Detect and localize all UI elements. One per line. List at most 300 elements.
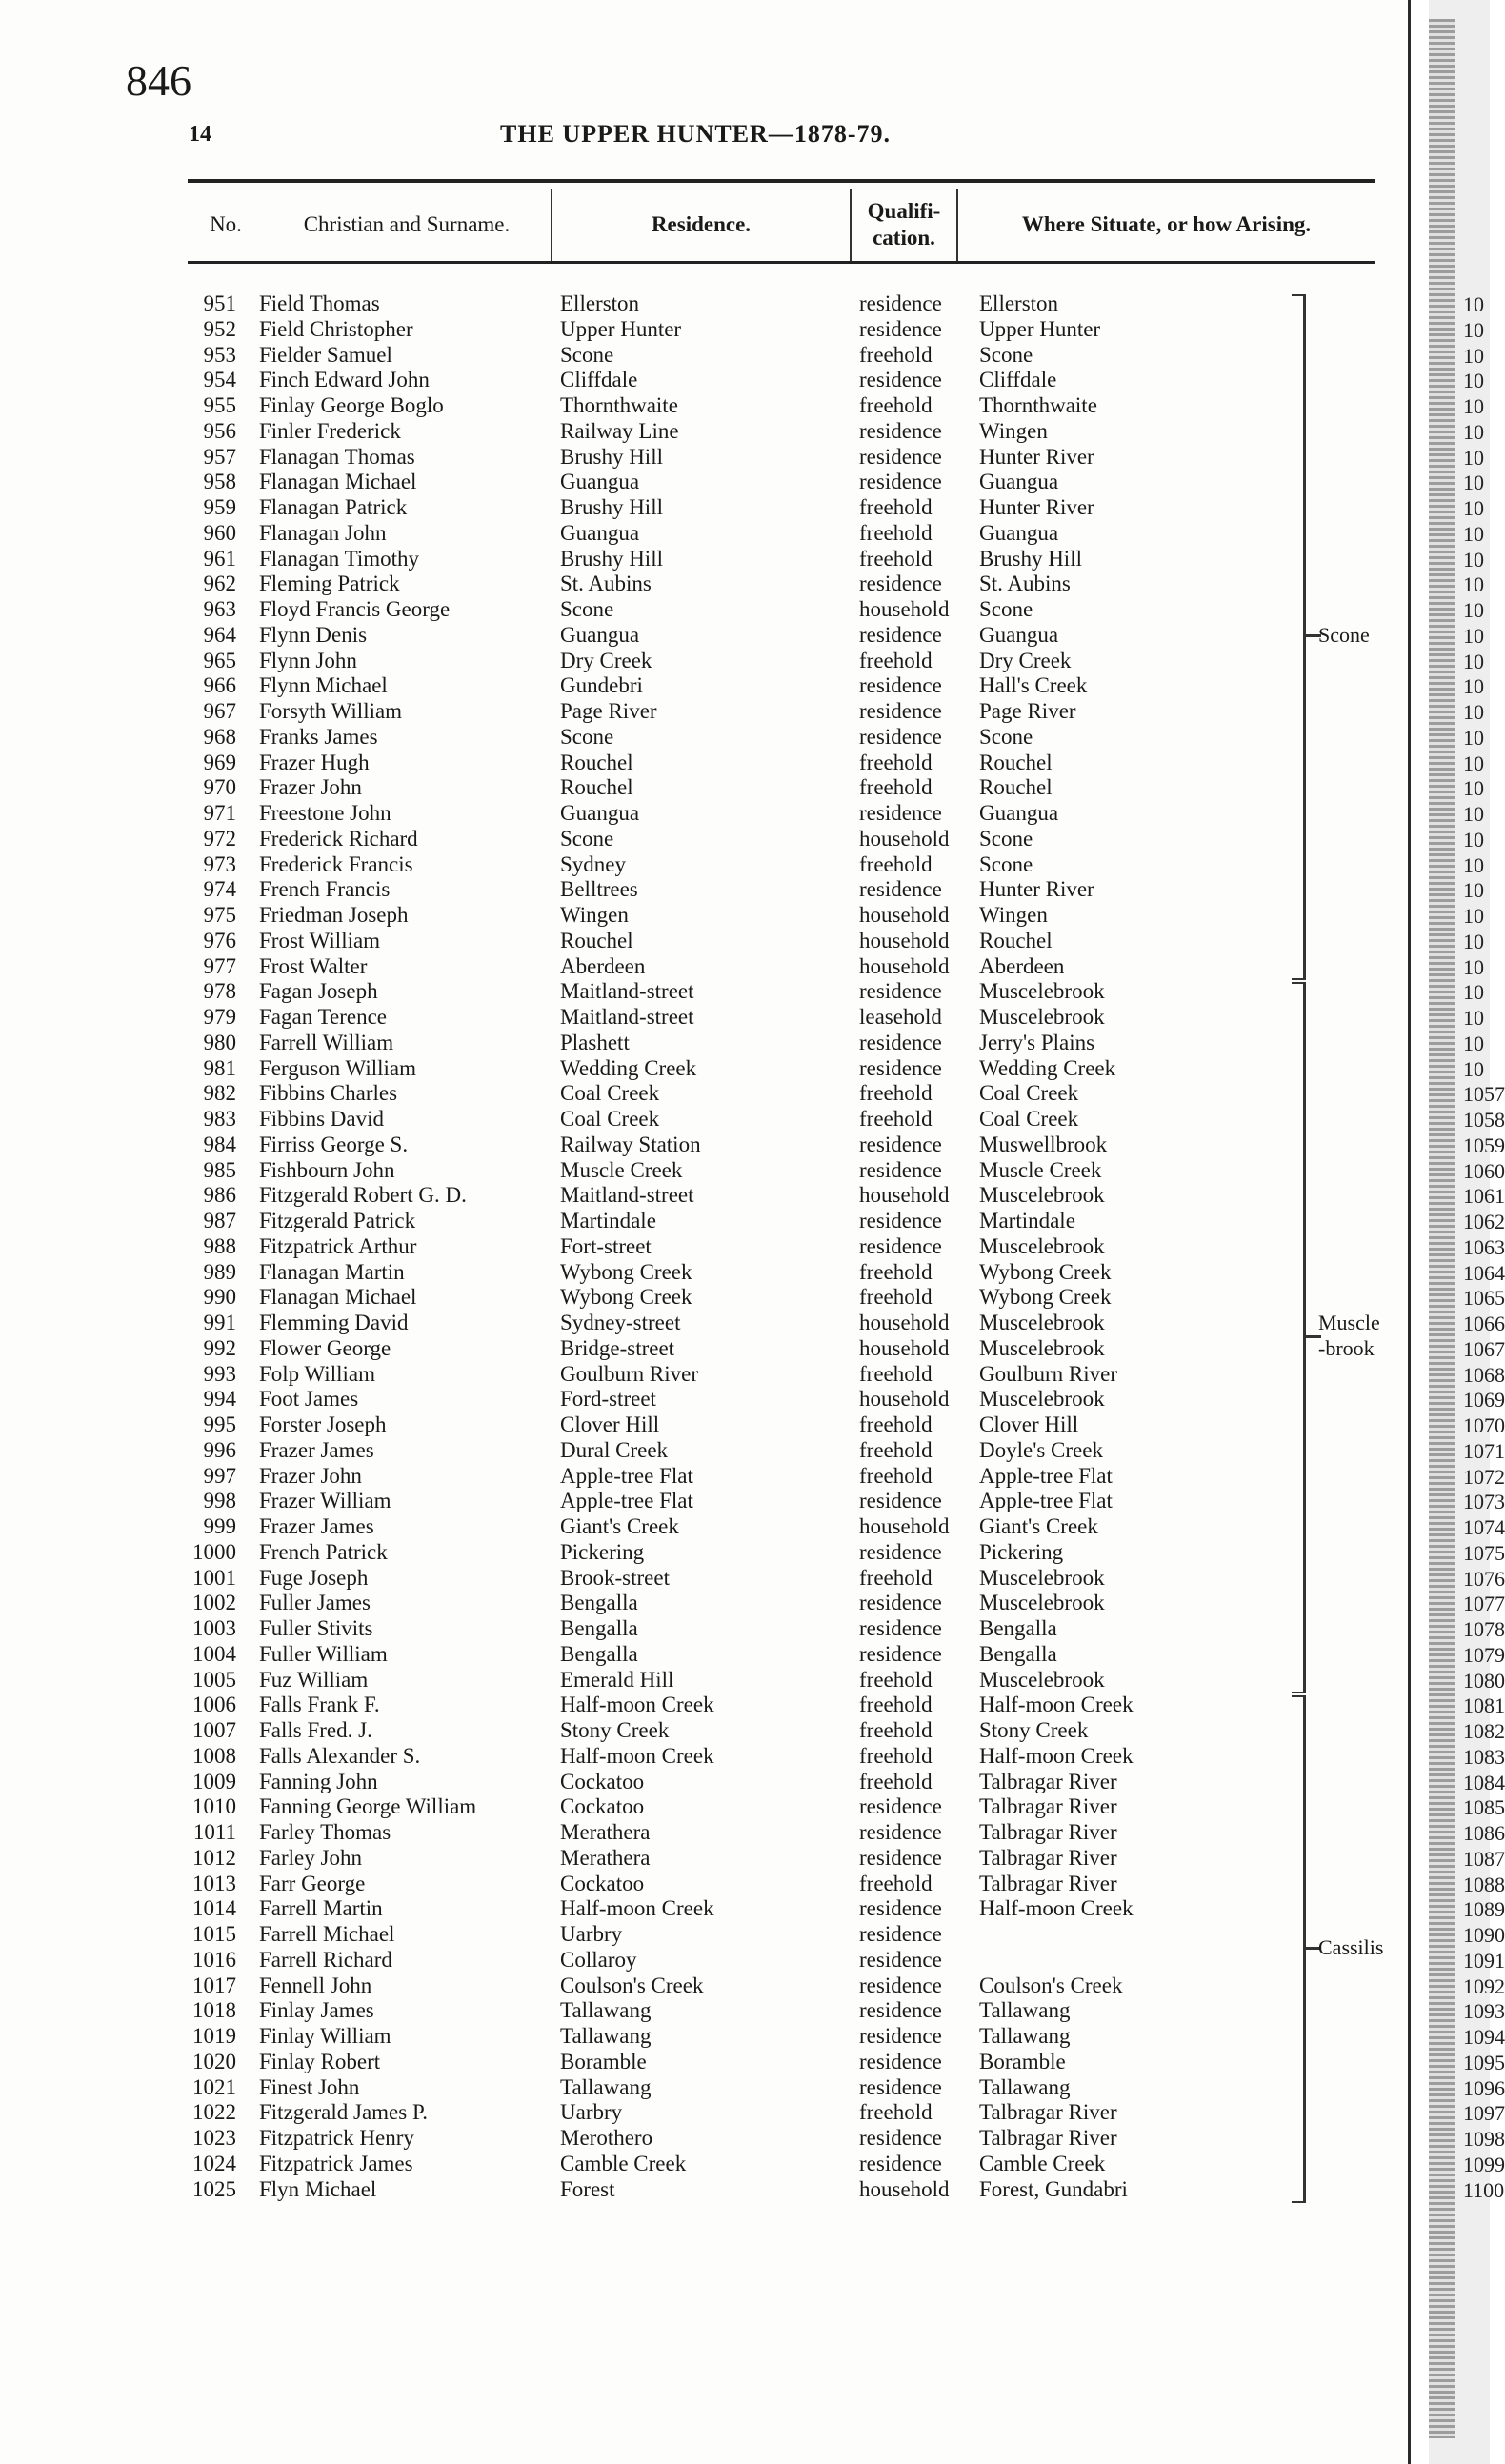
elector-residence: Wybong Creek <box>560 1259 692 1284</box>
table-row <box>0 1819 1408 1845</box>
elector-residence: Sydney-street <box>560 1311 681 1334</box>
elector-where-situate: Stony Creek <box>979 1718 1089 1742</box>
elector-qualification: residence <box>859 1030 942 1054</box>
elector-qualification: residence <box>859 1973 942 1997</box>
elector-name: Ferguson William <box>259 1055 416 1080</box>
column-header-where: Where Situate, or how Arising. <box>1021 212 1312 236</box>
table-row <box>0 1437 1408 1463</box>
elector-residence: Belltrees <box>560 877 638 902</box>
elector-residence: Maitland-street <box>560 979 694 1004</box>
elector-qualification: residence <box>859 1998 942 2023</box>
elector-number: 983 <box>203 1107 236 1131</box>
elector-number: 971 <box>203 801 236 825</box>
adjacent-page-number: 10 <box>1463 572 1484 597</box>
adjacent-page-number: 1084 <box>1463 1770 1505 1794</box>
elector-where-situate: Muscelebrook <box>979 1591 1105 1615</box>
table-row <box>0 1386 1408 1412</box>
elector-qualification: residence <box>859 2024 942 2048</box>
elector-where-situate: Martindale <box>979 1209 1075 1232</box>
adjacent-page-number: 1072 <box>1463 1464 1505 1489</box>
elector-number: 964 <box>203 622 236 647</box>
elector-where-situate: Wingen <box>979 418 1048 443</box>
elector-where-situate: Apple-tree Flat <box>979 1489 1113 1513</box>
adjacent-page-number: 1100 <box>1463 2177 1505 2202</box>
elector-qualification: residence <box>859 2151 942 2175</box>
elector-qualification: residence <box>859 1616 942 1640</box>
table-row <box>0 1845 1408 1871</box>
table-row <box>0 1793 1408 1819</box>
elector-number: 991 <box>203 1311 236 1334</box>
table-row <box>0 1055 1408 1081</box>
elector-residence: Fort-street <box>560 1233 652 1258</box>
elector-name: Frazer William <box>259 1489 391 1513</box>
adjacent-page-number: 1075 <box>1463 1540 1505 1565</box>
table-row <box>0 1513 1408 1539</box>
table-row <box>0 1080 1408 1106</box>
elector-name: Fitzgerald James P. <box>259 2100 428 2125</box>
elector-residence: Scone <box>560 724 614 749</box>
adjacent-page-number: 1092 <box>1463 1973 1505 1998</box>
elector-where-situate: Half-moon Creek <box>979 1693 1134 1717</box>
adjacent-page-number: 10 <box>1463 521 1484 546</box>
adjacent-page-number: 10 <box>1463 776 1484 801</box>
elector-residence: Pickering <box>560 1539 645 1564</box>
adjacent-page-number: 10 <box>1463 980 1484 1005</box>
elector-where-situate: Half-moon Creek <box>979 1743 1134 1768</box>
elector-number: 1004 <box>192 1641 236 1666</box>
elector-number: 995 <box>203 1412 236 1436</box>
adjacent-page-number: 1091 <box>1463 1948 1505 1973</box>
adjacent-page-number: 10 <box>1463 547 1484 571</box>
elector-number: 969 <box>203 750 236 774</box>
adjacent-page-number: 1068 <box>1463 1362 1505 1387</box>
table-row <box>0 1233 1408 1259</box>
elector-name: Fuller Stivits <box>259 1616 373 1640</box>
elector-where-situate: Coal Creek <box>979 1107 1079 1131</box>
elector-name: Flanagan Patrick <box>259 495 408 519</box>
table-row <box>0 1488 1408 1513</box>
elector-residence: Wingen <box>560 903 629 927</box>
elector-number: 952 <box>203 316 236 341</box>
elector-number: 1006 <box>192 1693 236 1717</box>
elector-residence: Upper Hunter <box>560 316 682 341</box>
adjacent-page-number: 1063 <box>1463 1234 1505 1259</box>
elector-number: 962 <box>203 571 236 596</box>
adjacent-page-number: 1097 <box>1463 2101 1505 2126</box>
elector-where-situate: Wybong Creek <box>979 1285 1112 1310</box>
elector-qualification: residence <box>859 1055 942 1080</box>
table-row <box>0 2023 1408 2049</box>
elector-name: Frederick Richard <box>259 826 418 851</box>
elector-residence: Tallawang <box>560 1998 652 2023</box>
elector-number: 1016 <box>192 1947 236 1972</box>
elector-where-situate: Muscelebrook <box>979 1667 1105 1692</box>
adjacent-page-number: 1059 <box>1463 1132 1505 1157</box>
table-row <box>0 290 1408 316</box>
adjacent-page-number: 10 <box>1463 802 1484 826</box>
elector-qualification: freehold <box>859 1285 933 1310</box>
elector-name: Falls Frank F. <box>259 1693 380 1717</box>
table-row <box>0 2176 1408 2202</box>
elector-where-situate: Muscelebrook <box>979 1005 1105 1029</box>
adjacent-page-number: 1081 <box>1463 1693 1505 1718</box>
table-row <box>0 596 1408 622</box>
elector-where-situate: Talbragar River <box>979 1845 1117 1870</box>
elector-number: 1015 <box>192 1922 236 1946</box>
elector-number: 1018 <box>192 1998 236 2023</box>
elector-where-situate: Rouchel <box>979 775 1053 800</box>
elector-where-situate: Thornthwaite <box>979 393 1097 417</box>
adjacent-page-number: 1088 <box>1463 1872 1505 1896</box>
elector-name: Foot James <box>259 1387 359 1412</box>
elector-residence: Brushy Hill <box>560 495 663 519</box>
elector-number: 988 <box>203 1233 236 1258</box>
adjacent-page-number: 10 <box>1463 904 1484 928</box>
elector-number: 1013 <box>192 1871 236 1895</box>
table-row <box>0 2049 1408 2074</box>
elector-residence: Scone <box>560 826 614 851</box>
elector-where-situate: Guangua <box>979 470 1059 494</box>
adjacent-page-number: 10 <box>1463 292 1484 316</box>
adjacent-page-number: 1086 <box>1463 1821 1505 1845</box>
elector-residence: Giant's Creek <box>560 1514 679 1538</box>
adjacent-page-number: 1065 <box>1463 1286 1505 1311</box>
adjacent-page-number: 10 <box>1463 496 1484 520</box>
table-row <box>0 672 1408 698</box>
adjacent-page-number: 1074 <box>1463 1515 1505 1539</box>
elector-name: Farrell William <box>259 1030 394 1054</box>
table-row <box>0 1895 1408 1921</box>
adjacent-page-number: 1064 <box>1463 1260 1505 1285</box>
elector-number: 1019 <box>192 2024 236 2048</box>
elector-qualification: residence <box>859 1922 942 1946</box>
table-row <box>0 494 1408 520</box>
elector-name: Folp William <box>259 1361 375 1386</box>
adjacent-page-number: 1082 <box>1463 1719 1505 1743</box>
elector-number: 1022 <box>192 2100 236 2125</box>
elector-name: Farr George <box>259 1871 366 1895</box>
elector-name: French Francis <box>259 877 391 902</box>
elector-number: 977 <box>203 953 236 978</box>
elector-name: Finest John <box>259 2074 360 2099</box>
elector-name: Fitzpatrick Henry <box>259 2126 414 2150</box>
adjacent-page-number: 1066 <box>1463 1312 1505 1335</box>
table-row <box>0 1361 1408 1387</box>
elector-where-situate: Talbragar River <box>979 2100 1117 2125</box>
elector-where-situate: Scone <box>979 724 1033 749</box>
elector-where-situate: Boramble <box>979 2049 1066 2073</box>
elector-qualification: freehold <box>859 851 933 876</box>
elector-number: 996 <box>203 1437 236 1462</box>
adjacent-page-number: 10 <box>1463 700 1484 724</box>
elector-number: 1014 <box>192 1896 236 1921</box>
table-row <box>0 1539 1408 1565</box>
elector-qualification: residence <box>859 1539 942 1564</box>
elector-number: 987 <box>203 1209 236 1232</box>
elector-number: 976 <box>203 928 236 952</box>
elector-number: 957 <box>203 444 236 469</box>
elector-qualification: freehold <box>859 495 933 519</box>
elector-where-situate: Coal Creek <box>979 1081 1079 1106</box>
elector-name: Fanning George William <box>259 1794 477 1819</box>
elector-where-situate: Hunter River <box>979 877 1094 902</box>
adjacent-page-number: 10 <box>1463 471 1484 495</box>
elector-qualification: freehold <box>859 1743 933 1768</box>
elector-residence: Dry Creek <box>560 648 652 672</box>
elector-name: Flynn John <box>259 648 357 672</box>
elector-residence: Coal Creek <box>560 1081 660 1106</box>
adjacent-page-number: 1098 <box>1463 2127 1505 2151</box>
elector-name: Fitzpatrick James <box>259 2151 413 2175</box>
elector-where-situate: Muswellbrook <box>979 1132 1108 1156</box>
adjacent-page-number: 1079 <box>1463 1642 1505 1667</box>
elector-qualification: freehold <box>859 1693 933 1717</box>
elector-residence: Coal Creek <box>560 1107 660 1131</box>
elector-residence: Scone <box>560 342 614 367</box>
elector-residence: Rouchel <box>560 775 633 800</box>
elector-name: Field Thomas <box>259 291 380 315</box>
elector-qualification: household <box>859 928 950 952</box>
elector-qualification: household <box>859 597 950 621</box>
elector-qualification: household <box>859 1335 950 1360</box>
elector-residence: Stony Creek <box>560 1718 670 1742</box>
elector-name: Fuller William <box>259 1641 388 1666</box>
adjacent-page-number: 1073 <box>1463 1490 1505 1514</box>
table-row <box>0 1335 1408 1361</box>
elector-number: 1007 <box>192 1718 236 1742</box>
elector-number: 1020 <box>192 2049 236 2073</box>
adjacent-page-number: 1057 <box>1463 1082 1505 1107</box>
elector-number: 959 <box>203 495 236 519</box>
elector-where-situate: Bengalla <box>979 1616 1057 1640</box>
elector-where-situate: Hunter River <box>979 444 1094 469</box>
elector-residence: Merothero <box>560 2126 653 2150</box>
elector-qualification: household <box>859 1183 950 1208</box>
table-row <box>0 953 1408 979</box>
table-row <box>0 1871 1408 1896</box>
table-row <box>0 1284 1408 1310</box>
elector-where-situate: Rouchel <box>979 928 1053 952</box>
elector-number: 998 <box>203 1489 236 1513</box>
elector-number: 994 <box>203 1387 236 1412</box>
elector-name: Fagan Joseph <box>259 979 378 1004</box>
elector-name: Fennell John <box>259 1973 372 1997</box>
elector-where-situate: Muscelebrook <box>979 1335 1105 1360</box>
elector-where-situate: Scone <box>979 597 1033 621</box>
elector-name: Farley John <box>259 1845 362 1870</box>
elector-number: 973 <box>203 851 236 876</box>
table-row <box>0 316 1408 342</box>
elector-where-situate: Page River <box>979 699 1076 723</box>
table-row <box>0 1310 1408 1335</box>
elector-where-situate: St. Aubins <box>979 571 1071 596</box>
elector-residence: Uarbry <box>560 2100 623 2125</box>
elector-qualification: residence <box>859 1209 942 1232</box>
elector-qualification: residence <box>859 724 942 749</box>
elector-qualification: freehold <box>859 648 933 672</box>
elector-name: Fuz William <box>259 1667 369 1692</box>
table-row <box>0 2099 1408 2125</box>
table-row <box>0 774 1408 800</box>
adjacent-page-number: 10 <box>1463 674 1484 699</box>
elector-name: Fagan Terence <box>259 1005 387 1029</box>
adjacent-page-number: 10 <box>1463 954 1484 979</box>
elector-name: Fitzgerald Patrick <box>259 1209 416 1232</box>
table-row <box>0 1590 1408 1615</box>
elector-qualification: residence <box>859 291 942 315</box>
table-row <box>0 978 1408 1004</box>
table-row <box>0 902 1408 928</box>
elector-residence: Apple-tree Flat <box>560 1463 693 1488</box>
elector-residence: St. Aubins <box>560 571 652 596</box>
elector-number: 963 <box>203 597 236 621</box>
elector-number: 951 <box>203 291 236 315</box>
elector-residence: Gundebri <box>560 673 643 698</box>
elector-residence: Rouchel <box>560 750 633 774</box>
elector-name: Flower George <box>259 1335 391 1360</box>
column-header-residence: Residence. <box>651 212 752 236</box>
elector-name: Fielder Samuel <box>259 342 392 367</box>
elector-qualification: residence <box>859 1591 942 1615</box>
elector-qualification: freehold <box>859 1871 933 1895</box>
elector-number: 970 <box>203 775 236 800</box>
elector-residence: Guangua <box>560 622 640 647</box>
elector-qualification: residence <box>859 1489 942 1513</box>
elector-residence: Bengalla <box>560 1641 638 1666</box>
elector-where-situate: Goulburn River <box>979 1361 1118 1386</box>
elector-name: Frazer James <box>259 1437 374 1462</box>
elector-where-situate: Muscelebrook <box>979 1233 1105 1258</box>
elector-where-situate: Wedding Creek <box>979 1055 1116 1080</box>
elector-qualification: household <box>859 2176 950 2201</box>
adjacent-page-number: 1078 <box>1463 1617 1505 1641</box>
adjacent-page-number: 10 <box>1463 623 1484 648</box>
elector-name: Finlay Robert <box>259 2049 381 2073</box>
table-row <box>0 1769 1408 1794</box>
elector-qualification: household <box>859 903 950 927</box>
elector-residence: Dural Creek <box>560 1437 669 1462</box>
adjacent-page-number: 1060 <box>1463 1158 1505 1183</box>
table-row <box>0 1947 1408 1973</box>
elector-qualification: residence <box>859 368 942 392</box>
adjacent-page-number: 10 <box>1463 445 1484 470</box>
elector-where-situate: Muscelebrook <box>979 1311 1105 1334</box>
adjacent-page-number: 1058 <box>1463 1108 1505 1132</box>
adjacent-page-number: 1070 <box>1463 1413 1505 1437</box>
adjacent-page-number: 10 <box>1463 725 1484 750</box>
elector-number: 954 <box>203 368 236 392</box>
adjacent-page-number: 1076 <box>1463 1566 1505 1591</box>
elector-number: 1012 <box>192 1845 236 1870</box>
elector-name: Frederick Francis <box>259 851 413 876</box>
page-edge-strip <box>1429 19 1455 2438</box>
elector-qualification: residence <box>859 1132 942 1156</box>
elector-name: Frost Walter <box>259 953 368 978</box>
table-row <box>0 826 1408 851</box>
elector-qualification: freehold <box>859 520 933 545</box>
elector-where-situate: Scone <box>979 826 1033 851</box>
elector-residence: Muscle Creek <box>560 1157 683 1182</box>
elector-qualification: residence <box>859 1641 942 1666</box>
table-row <box>0 1106 1408 1132</box>
elector-qualification: residence <box>859 622 942 647</box>
group-brace <box>1292 982 1306 1693</box>
elector-residence: Brushy Hill <box>560 444 663 469</box>
adjacent-page-number: 1093 <box>1463 1999 1505 2024</box>
elector-where-situate: Talbragar River <box>979 1769 1117 1793</box>
group-brace <box>1292 294 1306 980</box>
elector-qualification: leasehold <box>859 1005 942 1029</box>
elector-residence: Railway Station <box>560 1132 701 1156</box>
table-row <box>0 1615 1408 1641</box>
table-row <box>0 1997 1408 2023</box>
elector-name: Flanagan Michael <box>259 1285 417 1310</box>
elector-name: Finlay William <box>259 2024 391 2048</box>
elector-number: 972 <box>203 826 236 851</box>
adjacent-page-number: 10 <box>1463 369 1484 393</box>
table-row <box>0 698 1408 724</box>
elector-where-situate: Muscelebrook <box>979 979 1105 1004</box>
elector-qualification: freehold <box>859 2100 933 2125</box>
table-row <box>0 876 1408 902</box>
column-header-no: No. <box>210 212 242 236</box>
elector-name: Friedman Joseph <box>259 903 409 927</box>
adjacent-page-number: 1099 <box>1463 2152 1505 2176</box>
elector-number: 958 <box>203 470 236 494</box>
elector-residence: Scone <box>560 597 614 621</box>
elector-name: Firriss George S. <box>259 1132 409 1156</box>
elector-number: 960 <box>203 520 236 545</box>
elector-qualification: freehold <box>859 1412 933 1436</box>
elector-residence: Clover Hill <box>560 1412 660 1436</box>
table-row <box>0 1463 1408 1489</box>
adjacent-page-number: 1062 <box>1463 1210 1505 1233</box>
elector-where-situate: Tallawang <box>979 1998 1071 2023</box>
elector-number: 953 <box>203 342 236 367</box>
table-row <box>0 1132 1408 1157</box>
elector-number: 1008 <box>192 1743 236 1768</box>
table-row <box>0 1921 1408 1947</box>
elector-where-situate: Apple-tree Flat <box>979 1463 1113 1488</box>
table-row <box>0 1412 1408 1437</box>
elector-where-situate: Scone <box>979 342 1033 367</box>
elector-number: 1003 <box>192 1616 236 1640</box>
elector-where-situate: Hall's Creek <box>979 673 1088 698</box>
header-bottom-rule <box>188 261 1375 264</box>
group-brace <box>1292 1695 1306 2203</box>
elector-number: 961 <box>203 546 236 571</box>
elector-name: Flynn Denis <box>259 622 368 647</box>
elector-residence: Cliffdale <box>560 368 638 392</box>
elector-where-situate: Muscelebrook <box>979 1387 1105 1412</box>
elector-qualification: household <box>859 953 950 978</box>
elector-number: 980 <box>203 1030 236 1054</box>
elector-qualification: residence <box>859 1820 942 1844</box>
elector-qualification: freehold <box>859 1718 933 1742</box>
elector-qualification: residence <box>859 2126 942 2150</box>
elector-name: Flanagan Timothy <box>259 546 420 571</box>
elector-name: Frazer James <box>259 1514 374 1538</box>
elector-name: Farrell Michael <box>259 1922 395 1946</box>
elector-qualification: freehold <box>859 1107 933 1131</box>
elector-qualification: freehold <box>859 1081 933 1106</box>
elector-number: 985 <box>203 1157 236 1182</box>
table-row <box>0 648 1408 673</box>
adjacent-page-number: 1087 <box>1463 1846 1505 1871</box>
elector-qualification: freehold <box>859 546 933 571</box>
elector-qualification: household <box>859 826 950 851</box>
table-row <box>0 2125 1408 2151</box>
